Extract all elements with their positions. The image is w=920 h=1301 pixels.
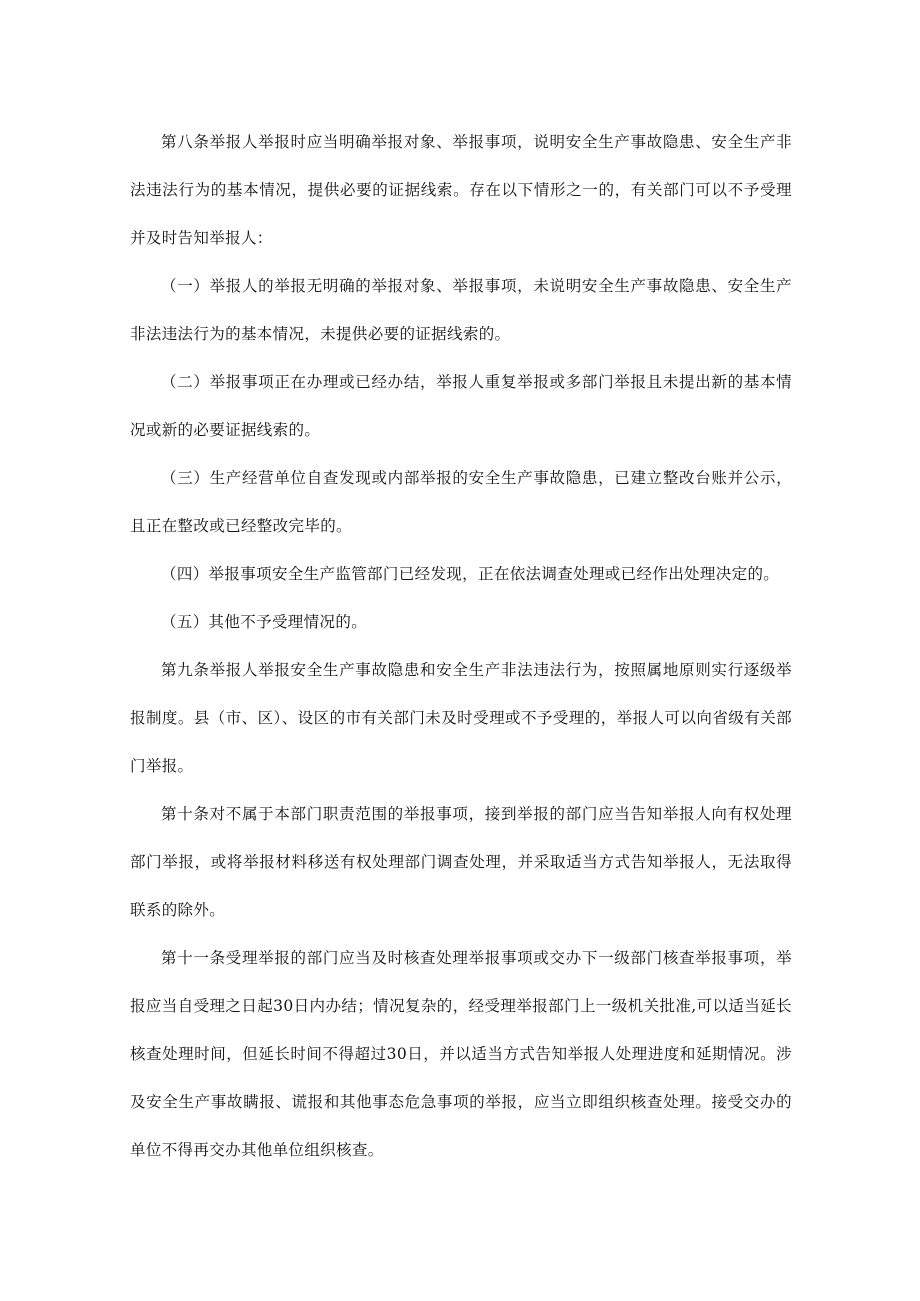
article-9-paragraph: 第九条举报人举报安全生产事故隐患和安全生产非法违法行为，按照属地原则实行逐级举报制度。县（市、区）、设区的市有关部门未及时受理或不予受理的，举报人可以向省级有关部门举报。 (130, 661, 792, 775)
article-10-paragraph: 第十条对不属于本部门职责范围的举报事项，接到举报的部门应当告知举报人向有权处理部门举报，或将举报材料移送有权处理部门调查处理，并采取适当方式告知举报人，无法取得联系的除外。 (130, 805, 792, 919)
item-5-paragraph: （五）其他不予受理情况的。 (161, 613, 368, 631)
article-8-paragraph: 第八条举报人举报时应当明确举报对象、举报事项，说明安全生产事故隐患、安全生产非法违法行为的基本情况，提供必要的证据线索。存在以下情形之一的，有关部门可以不予受理并及时告知举报人： (130, 133, 792, 247)
item-4-paragraph: （四）举报事项安全生产监管部门已经发现，正在依法调查处理或已经作出处理决定的。 (161, 565, 780, 583)
item-2-paragraph: （二）举报事项正在办理或已经办结，举报人重复举报或多部门举报且未提出新的基本情况或新的必要证据线索的。 (130, 373, 792, 439)
article-11-paragraph: 第十一条受理举报的部门应当及时核查处理举报事项或交办下一级部门核查举报事项，举报应当自受理之日起30日内办结；情况复杂的，经受理举报部门上一级机关批准,可以适当延长核查处理时间，但延长时间不得超过30日，并以适当方式告知举报人处理进度和延期情况。涉及安全生产事故瞒报、谎报和其他事态危急事项的举报，应当立即组织核查处理。接受交办的单位不得再交办其他单位组织核查。 (130, 949, 792, 1159)
item-1-paragraph: （一）举报人的举报无明确的举报对象、举报事项，未说明安全生产事故隐患、安全生产非法违法行为的基本情况，未提供必要的证据线索的。 (130, 277, 792, 343)
item-3-paragraph: （三）生产经营单位自查发现或内部举报的安全生产事故隐患，已建立整改台账并公示，且正在整改或已经整改完毕的。 (130, 469, 792, 535)
document-body (130, 118, 792, 1174)
